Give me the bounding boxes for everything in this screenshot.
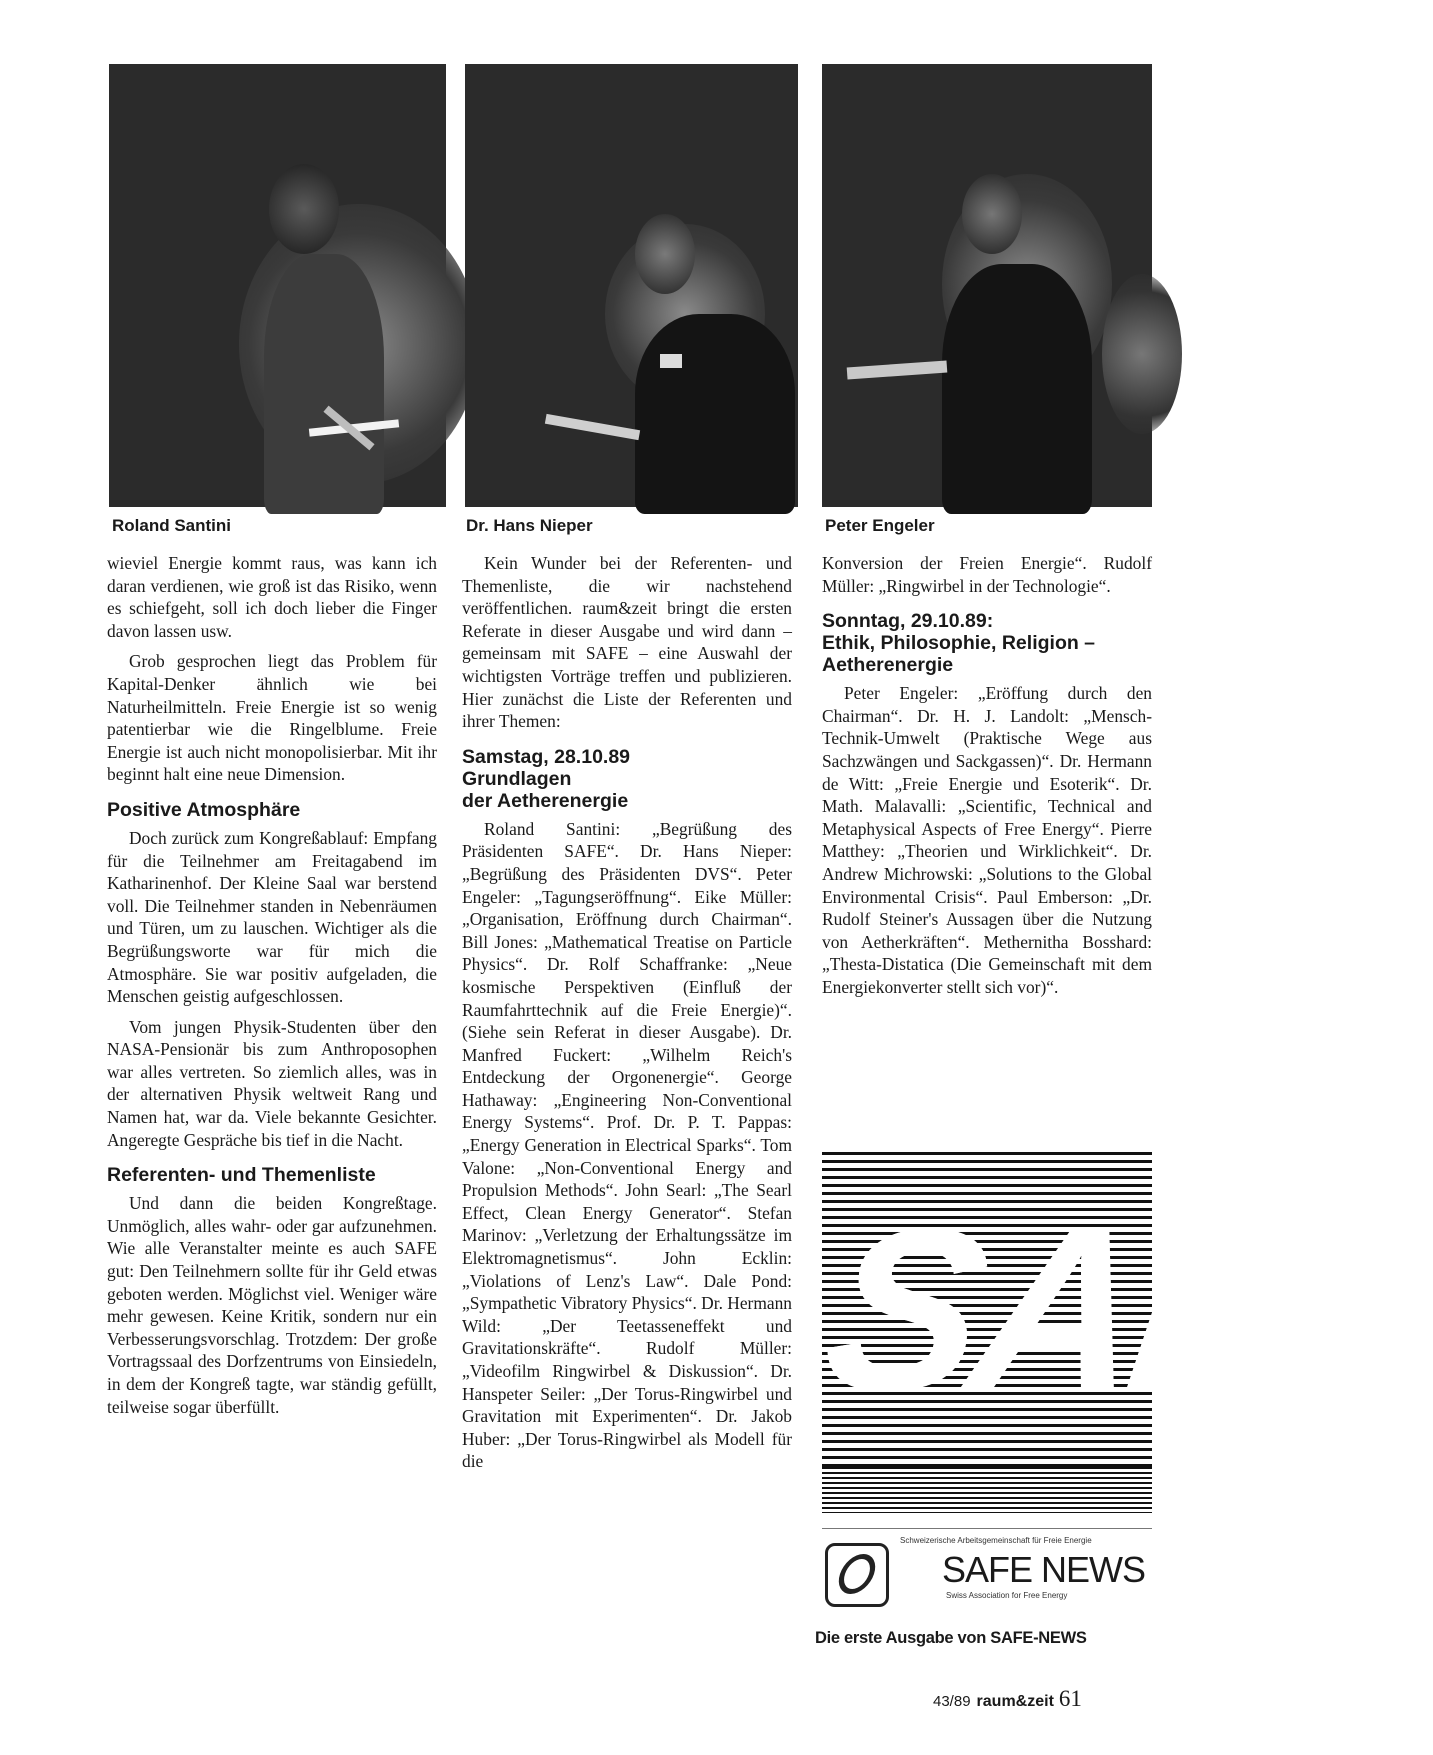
page-number: 61 [1058, 1686, 1082, 1711]
photo2-caption: Dr. Hans Nieper [466, 516, 593, 535]
masthead-top-line: Schweizerische Arbeitsgemeinschaft für Freie Energie [900, 1536, 1092, 1545]
safe-emblem-icon [825, 1543, 889, 1607]
text-column-1 [107, 552, 437, 1418]
heading-line: Sonntag, 29.10.89: [822, 610, 994, 633]
stripe-bar [822, 1467, 1152, 1513]
safe-logo-letters: SAFE [812, 1181, 1430, 1438]
section-heading: Positive Atmosphäre [107, 798, 301, 821]
photo3-caption: Peter Engeler [825, 516, 935, 535]
paragraph: Kein Wunder bei der Referenten- und Themenliste, die wir nachstehend veröffentlichen. raum&zeit bringt die ersten Referate in dieser Ausgabe und wird dann – gemeinsam mit SAFE – eine Auswahl der wichtigsten Vorträge treffen und publizieren. Hier zunächst die Liste der Referenten und ihrer Themen: [462, 553, 792, 732]
magazine-brand: raum&zeit [976, 1693, 1054, 1710]
text-column-3 [822, 552, 1152, 999]
photo-hans-nieper [465, 64, 798, 507]
page-footer [933, 1686, 1082, 1712]
paragraph: Peter Engeler: „Eröffung durch den Chairman“. Dr. H. J. Landolt: „Mensch-Technik-Umwelt (Praktische Wege aus Sachzwängen und Sackgassen)“. Dr. Hermann de Witt: „Freie Energie und Esoterik“. Dr. Math. Malavalli: „Scientific, Technical and Metaphysical Aspects of Free Energy“. Pierre Matthey: „Theorien und Wirklichkeit“. Dr. Andrew Michrowski: „Solutions to the Global Environmental Crisis“. Paul Emberson: „Dr. Rudolf Steiner's Aussagen über die Nutzung von Aetherkräften“. Methernitha Bosshard: „Thesta-Distatica (Die Gemeinschaft mit dem Energiekonverter stellt sich vor)“. [822, 683, 1152, 997]
section-heading [462, 746, 792, 812]
paragraph: Doch zurück zum Kongreßablauf: Empfang für die Teilnehmer am Freitagabend im Katharinenhof. Der Kleine Saal war berstend voll. Die Teilnehmer standen in Nebenräumen und Türen, um zu lauschen. Wichtiger als die Begrüßungsworte war für mich die Atmosphäre. Sie war positiv aufgeladen, die Menschen geistig aufgeschlossen. [107, 827, 437, 1007]
photo-roland-santini [109, 64, 446, 507]
heading-line: Ethik, Philosophie, Religion – [822, 632, 1096, 655]
paragraph: Grob gesprochen liegt das Problem für Kapital-Denker ähnlich wie bei Naturheilmitteln. Freie Energie ist so wenig patentierbar wie die Ringelblume. Freie Energie ist auch nicht monopolisierbar. Mit ihr beginnt halt eine neue Dimension. [107, 651, 437, 785]
photo1-caption: Roland Santini [112, 516, 231, 535]
issue-number: 43/89 [933, 1693, 971, 1710]
heading-line: Samstag, 28.10.89 [462, 745, 631, 768]
logo-caption: Die erste Ausgabe von SAFE-NEWS [815, 1629, 1087, 1647]
masthead-bottom-line: Swiss Association for Free Energy [946, 1591, 1068, 1600]
safe-news-masthead [822, 1528, 1152, 1619]
paragraph: Roland Santini: „Begrüßung des Präsidenten SAFE“. Dr. Hans Nieper: „Begrüßung des Präsidenten DVS“. Peter Engeler: „Tagungseröffnung“. Eike Müller: „Organisation, Eröffnung durch Chairman“. Bill Jones: „Mathematical Treatise on Particle Physics“. Dr. Rolf Schaffranke: „Neue kosmische Perspektiven (Einfluß der Raumfahrttechnik auf die Freie Energie)“. (Siehe sein Referat in dieser Ausgabe). Dr. Manfred Fuckert: „Wilhelm Reich's Entdeckung der Orgonenergie“. George Hathaway: „Engineering Non-Conventional Energy Systems“. Prof. Dr. P. T. Pappas: „Energy Generation in Electrical Sparks“. Tom Valone: „Non-Conventional Energy and Propulsion Methods“. John Searl: „The Searl Effect, Clean Energy Generator“. Stefan Marinov: „Verletzung der Erhaltungssätze im Elektromagnetismus“. John Ecklin: „Violations of Lenz's Law“. Dale Pond: „Sympathetic Vibratory Physics“. Dr. Hermann Wild: „Der Teetasseneffekt und Gravitationskräfte“. Rudolf Müller: „Videofilm Ringwirbel & Diskussion“. Dr. Hanspeter Seiler: „Der Torus-Ringwirbel und Gravitation mit Experimenten“. Dr. Jakob Huber: „Der Torus-Ringwirbel als Modell für die [462, 818, 792, 1472]
paragraph: Und dann die beiden Kongreßtage. Unmöglich, alles wahr- oder gar aufzunehmen. Wie alle Veranstalter meinte es auch SAFE gut: Den Teilnehmern sollte für ihr Geld etwas geboten werden. Möglichst viel. Weniger wäre mehr gewesen. Keine Kritik, sondern nur ein Verbesserungsvorschlag. Trotzdem: Der große Vortragssaal des Dorfzentrums von Einsiedeln, in dem der Kongreß tagte, war ständig gefüllt, teilweise sogar überfüllt. [107, 1193, 437, 1417]
heading-line: der Aetherenergie [462, 789, 629, 812]
paragraph: wieviel Energie kommt raus, was kann ich daran verdienen, wie groß ist das Risiko, wenn es schiefgeht, soll ich doch lieber die Finger davon lassen usw. [107, 553, 437, 641]
section-heading: Referenten- und Themenliste [107, 1164, 376, 1187]
section-heading [822, 610, 1152, 676]
photo-peter-engeler [822, 64, 1152, 507]
masthead-title: SAFE NEWS [942, 1549, 1146, 1590]
paragraph: Vom jungen Physik-Studenten über den NASA-Pensionär bis zum Anthroposophen war alles vertreten. So ziemlich alles, was in der alternativen Physik weltweit Rang und Namen hat, war da. Viele bekannte Gesichter. Angeregte Gespräche bis tief in die Nacht. [107, 1016, 437, 1150]
heading-line: Aetherenergie [822, 654, 954, 677]
paragraph: Konversion der Freien Energie“. Rudolf Müller: „Ringwirbel in der Technologie“. [822, 553, 1152, 596]
safe-news-cover-image [812, 1152, 1430, 1622]
text-column-2 [462, 552, 792, 1473]
heading-line: Grundlagen [462, 767, 572, 790]
